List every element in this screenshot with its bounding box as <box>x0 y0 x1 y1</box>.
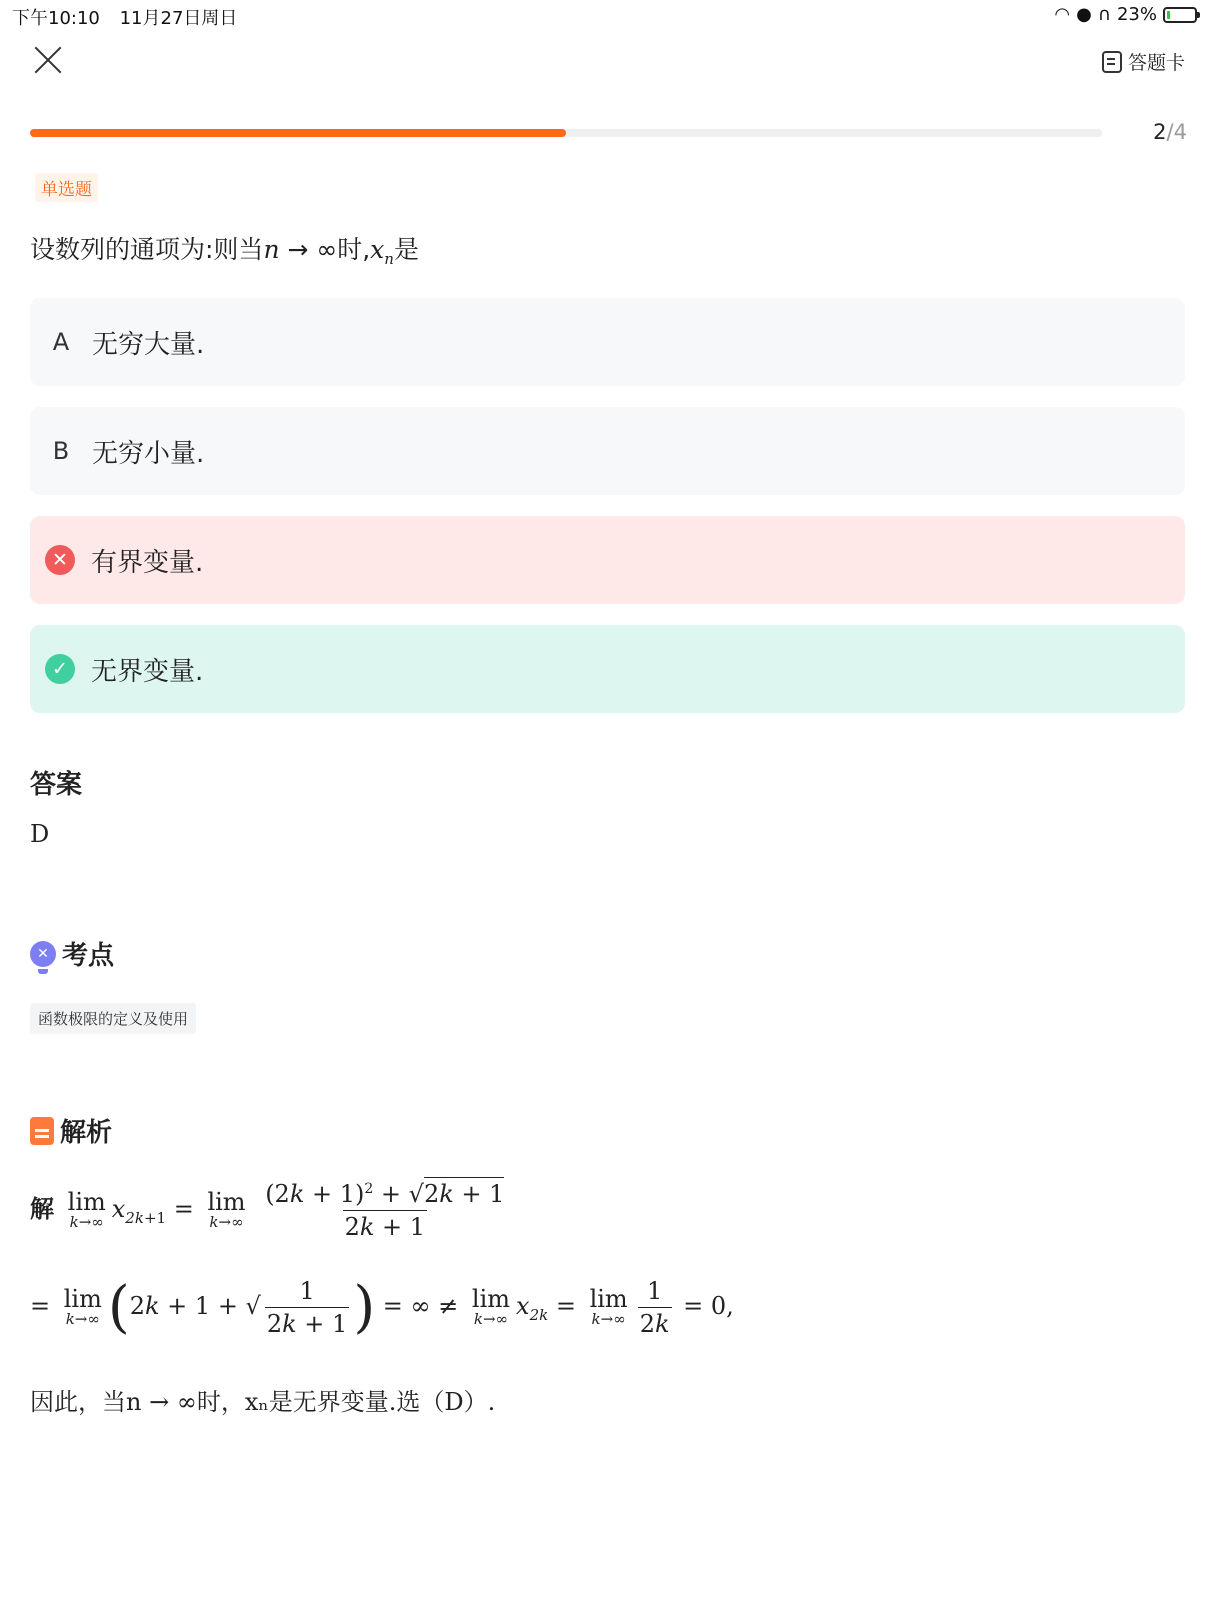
progress-separator: / <box>1166 120 1174 144</box>
knowledge-title: 考点 <box>62 941 115 971</box>
option-b[interactable] <box>30 407 1185 495</box>
solution-line-1: 解 lim k→∞ $x_{2k+1}$ = lim k→∞ $\frac{(2k + 1)^2 + √2k + 1}{2k + 1}$ <box>30 1180 510 1241</box>
option-c[interactable] <box>30 516 1185 604</box>
answer-sheet-icon <box>1102 51 1122 73</box>
solution-line-2: = lim k→∞ (2k + 1 + √ $\frac{1}{2k + 1}$ ) = ∞ ≠ lim k→∞ $x_{2k}$ = lim k→∞ $\frac{1}{2k}$ = 0, <box>30 1275 734 1340</box>
solution-conclusion: 因此，当n → ∞时，xₙ是无界变量.选（D）. <box>30 1388 496 1416</box>
close-icon[interactable] <box>32 44 64 76</box>
status-time: 下午10:10 <box>12 8 100 29</box>
progress-current: 2 <box>1153 120 1167 144</box>
document-icon <box>30 1117 54 1145</box>
option-text: 有界变量. <box>91 547 204 578</box>
question-var-sub: n <box>384 250 394 268</box>
question-arrow: → ∞ <box>279 235 338 264</box>
check-mark-icon: ✓ <box>45 654 75 684</box>
option-letter: A <box>52 328 70 356</box>
battery-percent: 23% <box>1116 4 1157 25</box>
option-text: 无穷大量. <box>92 329 205 360</box>
lightbulb-icon: ✕ <box>30 941 56 967</box>
headphones-icon: ∩ <box>1097 4 1111 25</box>
question-prefix: 设数列的通项为:则当 <box>30 235 264 264</box>
question-suffix: 是 <box>393 235 419 264</box>
progress-count <box>1153 120 1187 144</box>
analysis-title: 解析 <box>60 1118 113 1148</box>
option-text: 无界变量. <box>91 656 204 687</box>
status-date: 11月27日周日 <box>119 8 238 29</box>
option-a[interactable] <box>30 298 1185 386</box>
wifi-icon: ◠ <box>1054 4 1071 25</box>
answer-value: D <box>30 820 50 848</box>
answer-card-button[interactable] <box>1102 48 1185 75</box>
battery-icon <box>1163 7 1197 23</box>
question-var-x: x <box>370 235 385 264</box>
progress-bar <box>30 129 1102 137</box>
analysis-title-row <box>30 1112 112 1149</box>
question-type-tag: 单选题 <box>35 173 98 202</box>
progress-total: 4 <box>1173 120 1187 144</box>
question-mid: 时, <box>337 235 371 264</box>
option-text: 无穷小量. <box>92 438 205 469</box>
knowledge-tag: 函数极限的定义及使用 <box>30 1003 196 1034</box>
knowledge-title-row <box>30 935 114 972</box>
option-d[interactable] <box>30 625 1185 713</box>
option-letter: B <box>52 437 70 465</box>
answer-title: 答案 <box>30 770 83 800</box>
person-icon: ● <box>1076 4 1092 25</box>
answer-card-label: 答题卡 <box>1127 52 1185 74</box>
battery-fill <box>1167 11 1170 19</box>
progress-fill <box>30 129 566 137</box>
solution-prefix: 解 <box>30 1195 54 1223</box>
status-bar <box>0 0 1215 30</box>
wrong-mark-icon: ✕ <box>45 545 75 575</box>
question-var-n: n <box>263 235 280 264</box>
question-text <box>30 230 419 268</box>
